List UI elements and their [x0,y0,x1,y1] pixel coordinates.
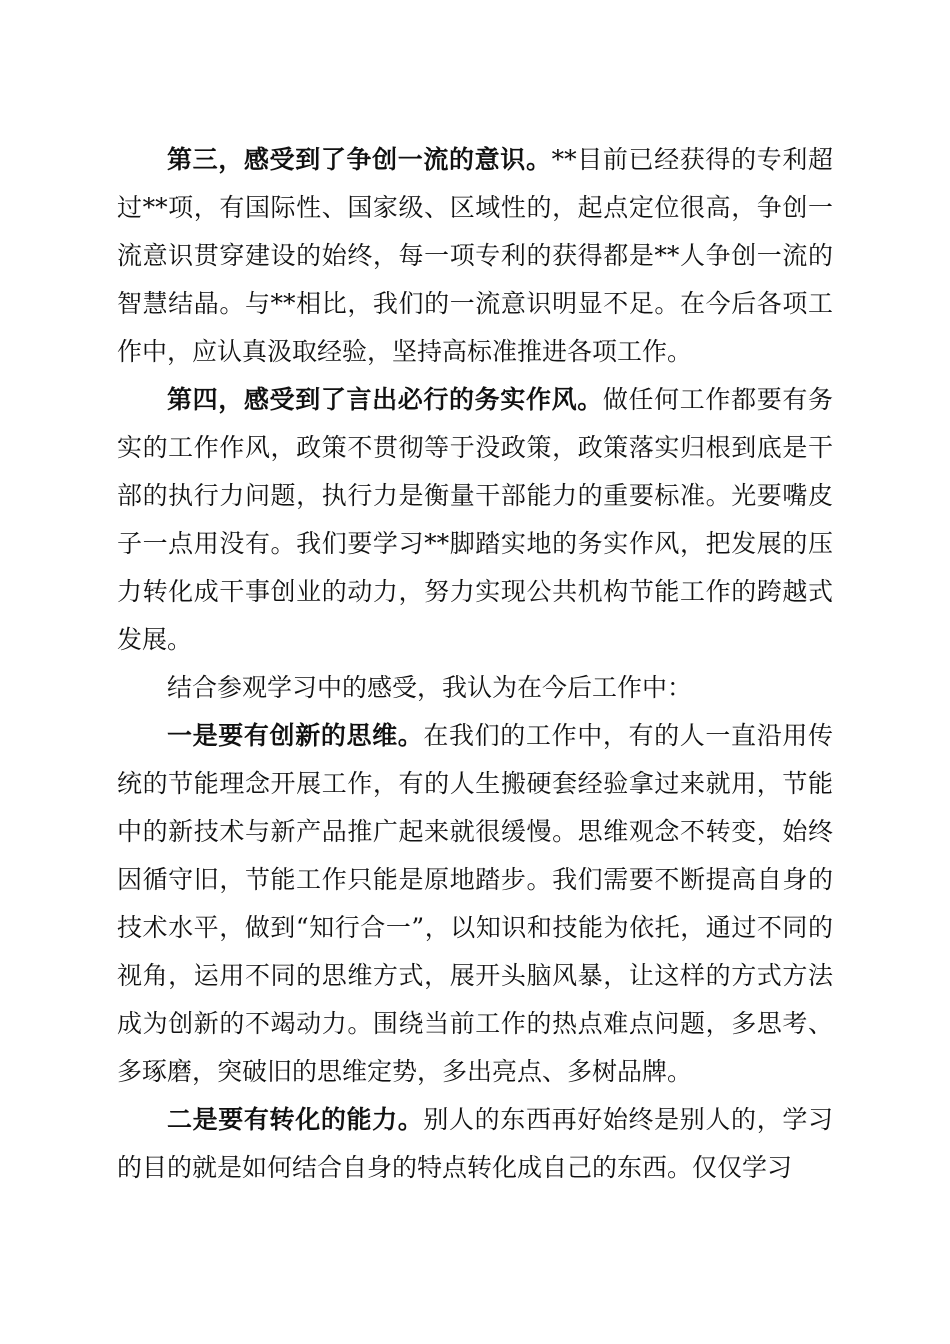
paragraph-lead: 二是要有转化的能力。 [167,1105,424,1134]
paragraph-transition [117,664,833,712]
document-page [117,136,833,1192]
paragraph-transformation [117,1096,833,1192]
paragraph-body: 别人的东西再好始终是别人的，学习的目的就是如何结合自身的特点转化成自己的东西。仅仅学习 [117,1105,833,1182]
paragraph-body: **目前已经获得的专利超过**项，有国际性、国家级、区域性的，起点定位很高，争创一流意识贯穿建设的始终，每一项专利的获得都是**人争创一流的智慧结晶。与**相比，我们的一流意识明显不足。在今后各项工作中，应认真汲取经验，坚持高标准推进各项工作。 [117,145,833,366]
paragraph-lead: 第四，感受到了言出必行的务实作风。 [167,385,603,414]
paragraph-body: 在我们的工作中，有的人一直沿用传统的节能理念开展工作，有的人生搬硬套经验拿过来就用，节能中的新技术与新产品推广起来就很缓慢。思维观念不转变，始终因循守旧，节能工作只能是原地踏步。我们需要不断提高自身的技术水平，做到“知行合一”，以知识和技能为依托，通过不同的视角，运用不同的思维方式，展开头脑风暴，让这样的方式方法成为创新的不竭动力。围绕当前工作的热点难点问题，多思考、多琢磨，突破旧的思维定势，多出亮点、多树品牌。 [117,721,833,1086]
paragraph-fourth-point [117,376,833,664]
paragraph-innovation [117,712,833,1096]
paragraph-third-point [117,136,833,376]
paragraph-body: 结合参观学习中的感受，我认为在今后工作中： [167,673,693,702]
paragraph-lead: 一是要有创新的思维。 [167,721,424,750]
paragraph-body: 做任何工作都要有务实的工作作风，政策不贯彻等于没政策，政策落实归根到底是干部的执行力问题，执行力是衡量干部能力的重要标准。光要嘴皮子一点用没有。我们要学习**脚踏实地的务实作风，把发展的压力转化成干事创业的动力，努力实现公共机构节能工作的跨越式发展。 [117,385,833,654]
paragraph-lead: 第三，感受到了争创一流的意识。 [167,145,552,174]
